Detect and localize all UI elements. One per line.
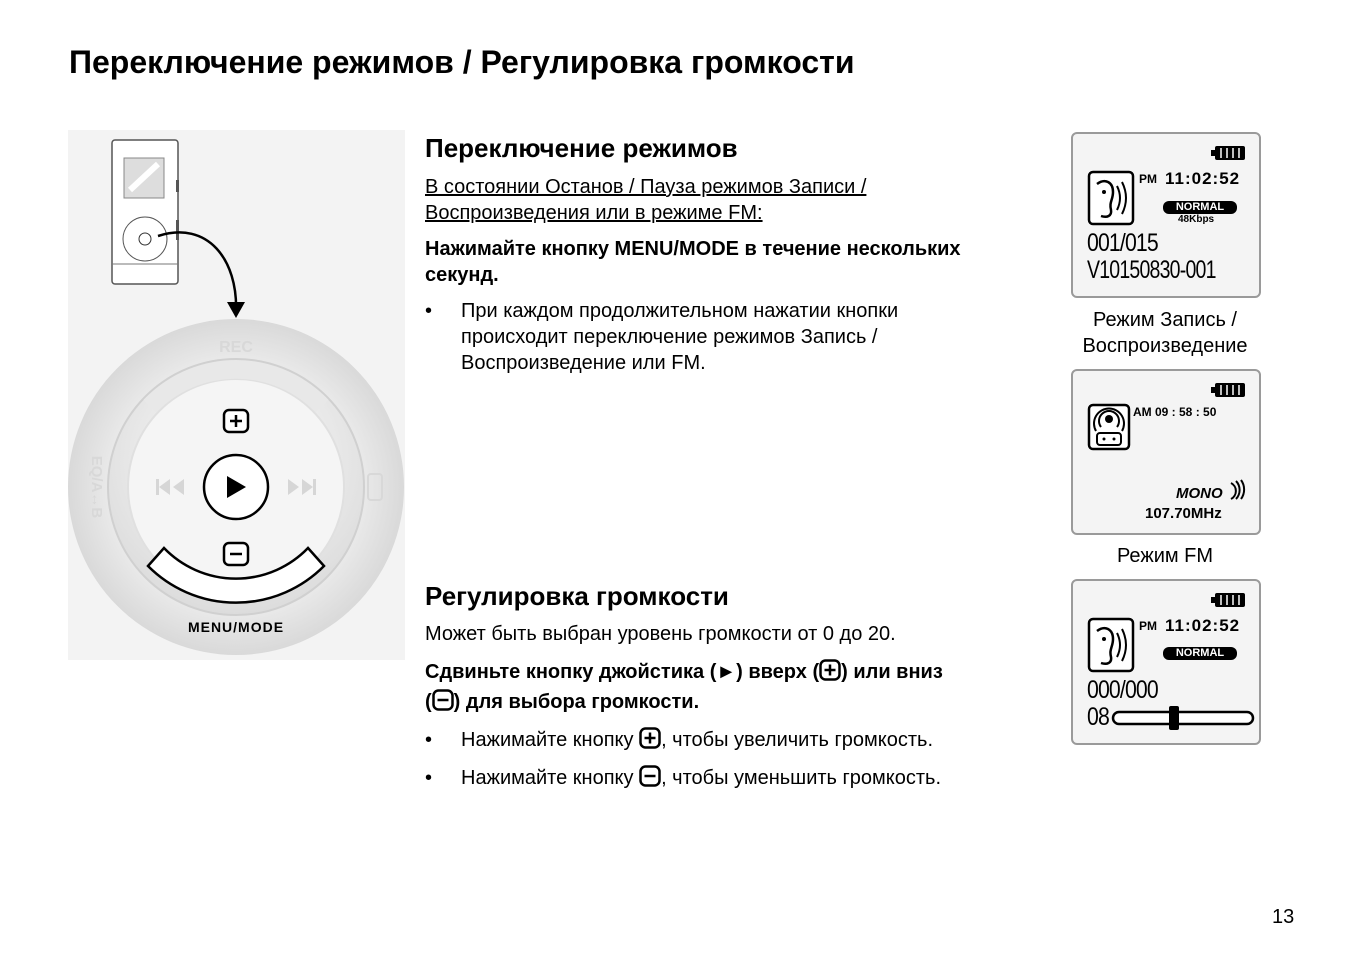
modes-intro-line: Воспроизведения или в режиме FM: <box>425 202 763 224</box>
lcd-fm-stereo: MONO <box>1176 485 1223 502</box>
modes-bullet <box>425 298 1025 376</box>
lcd-time: 11:02:52 <box>1165 616 1241 635</box>
volume-bullet-part: Нажимайте кнопку <box>461 767 640 789</box>
volume-instruction-part: Сдвиньте кнопку джойстика (►) вверх ( <box>425 661 820 683</box>
eq-label: EQ/A↔B <box>88 455 105 519</box>
volume-instruction-line <box>425 689 943 715</box>
plus-icon <box>639 727 661 749</box>
volume-bullet-text <box>461 765 941 791</box>
volume-intro: Может быть выбран уровень громкости от 0 до 20. <box>425 623 896 645</box>
lcd-bitrate: 48Kbps <box>1178 214 1215 225</box>
lcd-time: 11:02:52 <box>1165 169 1241 188</box>
volume-bullet-part: Нажимайте кнопку <box>461 729 640 751</box>
lcd-record-screen <box>1071 132 1261 298</box>
modes-instruction-line: секунд. <box>425 264 499 286</box>
modes-instruction <box>425 236 961 288</box>
minus-button-icon <box>224 543 248 565</box>
plus-icon <box>819 659 841 681</box>
page-title: Переключение режимов / Регулировка громкости <box>69 44 855 80</box>
minus-icon <box>639 765 661 787</box>
battery-icon <box>1211 381 1247 399</box>
lcd-fm-screen <box>1071 369 1261 535</box>
mini-player <box>112 140 179 284</box>
bullet-dot: • <box>425 729 433 751</box>
lcd-volume-level: 08 <box>1087 703 1109 731</box>
menu-mode-label: MENU/MODE <box>187 619 285 635</box>
bullet-dot: • <box>425 300 433 322</box>
bullet-dot: • <box>425 767 433 789</box>
device-illustration <box>68 130 405 660</box>
rec-label: REC <box>219 339 253 356</box>
plus-button-icon <box>224 410 248 432</box>
modes-bullet-text <box>461 298 898 376</box>
lcd-ampm: PM <box>1139 619 1157 633</box>
modes-instruction-line: Нажимайте кнопку MENU/MODE в течение нескольких <box>425 238 961 260</box>
lcd-fm-frequency: 107.70MHz <box>1145 505 1222 522</box>
voice-record-icon <box>1087 617 1135 673</box>
radio-icon <box>1087 403 1131 451</box>
lcd-filename: V10150830-001 <box>1087 256 1216 284</box>
volume-instruction-part: ( <box>425 691 432 713</box>
lcd-fm-clock: AM 09 : 58 : 50 <box>1133 405 1217 419</box>
volume-instruction <box>425 659 943 715</box>
modes-intro-line: В состоянии Останов / Пауза режимов Записи / <box>425 176 867 198</box>
caption-line: Режим Запись / <box>1093 309 1237 331</box>
volume-bullet-part: , чтобы увеличить громкость. <box>661 729 933 751</box>
signal-icon <box>1227 479 1249 501</box>
caption-fm: Режим FM <box>1116 545 1214 567</box>
lcd-volume-screen <box>1071 579 1261 745</box>
battery-icon <box>1211 144 1247 162</box>
lcd-mode-badge: NORMAL <box>1163 647 1237 660</box>
minus-icon <box>432 689 454 711</box>
section-heading-volume: Регулировка громкости <box>425 581 729 611</box>
volume-instruction-line <box>425 659 943 685</box>
volume-instruction-part: ) для выбора громкости. <box>453 691 700 713</box>
modes-bullet-line: При каждом продолжительном нажатии кнопки <box>461 300 899 322</box>
lcd-ampm: PM <box>1139 172 1157 186</box>
lcd-mode-badge: NORMAL <box>1163 201 1237 214</box>
volume-slider <box>1111 705 1255 731</box>
volume-instruction-part: ) или вниз <box>841 661 943 683</box>
joystick-diagram <box>68 130 405 660</box>
volume-bullet-text <box>461 727 933 753</box>
volume-slider-thumb <box>1169 706 1179 730</box>
volume-bullet-decrease <box>425 765 1025 793</box>
page-number: 13 <box>1272 906 1295 928</box>
volume-bullet-part: , чтобы уменьшить громкость. <box>661 767 942 789</box>
lcd-track: 000/000 <box>1087 676 1158 704</box>
modes-intro <box>425 174 866 226</box>
section-heading-modes: Переключение режимов <box>425 133 738 163</box>
modes-bullet-line: Воспроизведение или FM. <box>461 352 706 374</box>
battery-icon <box>1211 591 1247 609</box>
volume-bullet-increase <box>425 727 1025 755</box>
caption-line: Воспроизведение <box>1082 335 1248 357</box>
modes-bullet-line: происходит переключение режимов Запись / <box>461 326 878 348</box>
voice-record-icon <box>1087 170 1135 226</box>
caption-record <box>1060 307 1270 359</box>
lcd-track: 001/015 <box>1087 229 1158 257</box>
